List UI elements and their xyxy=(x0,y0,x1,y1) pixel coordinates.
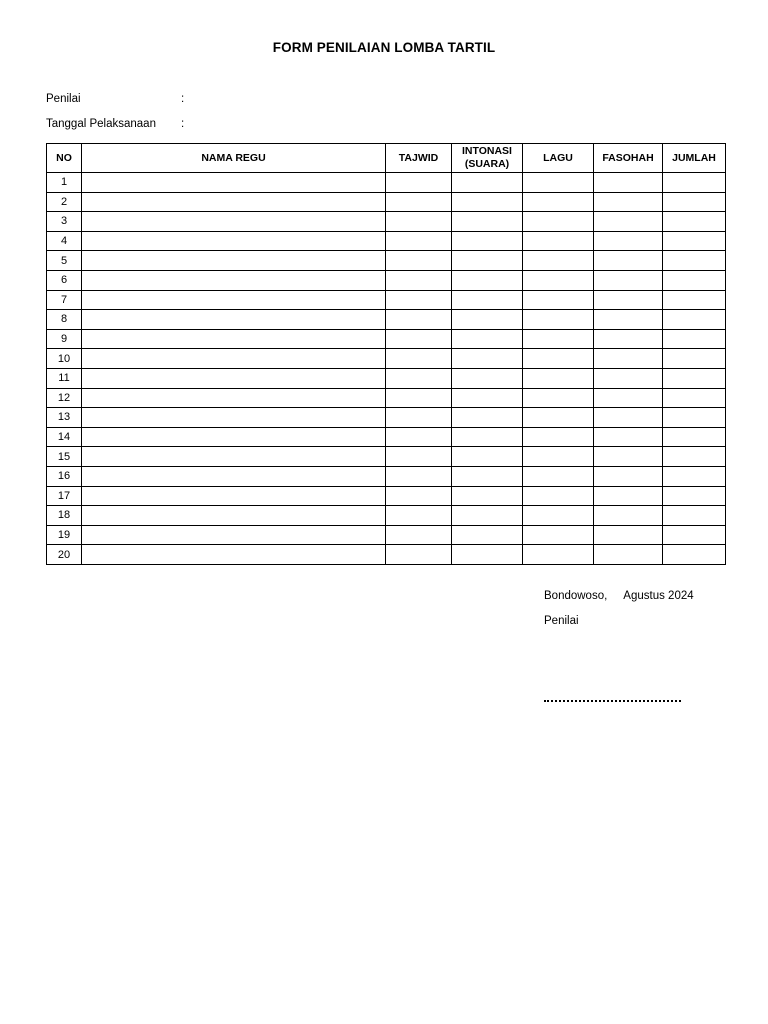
table-row xyxy=(47,388,726,408)
table-row xyxy=(47,427,726,447)
cell-lagu[interactable] xyxy=(523,270,594,290)
cell-tajwid[interactable] xyxy=(386,251,452,271)
cell-tajwid[interactable] xyxy=(386,329,452,349)
cell-nama-regu[interactable] xyxy=(82,368,386,388)
cell-fasohah[interactable] xyxy=(594,310,663,330)
table-row xyxy=(47,329,726,349)
row-number: 19 xyxy=(47,525,82,545)
cell-nama-regu[interactable] xyxy=(82,447,386,467)
row-number: 10 xyxy=(47,349,82,369)
cell-intonasi[interactable] xyxy=(452,525,523,545)
cell-intonasi[interactable] xyxy=(452,251,523,271)
cell-tajwid[interactable] xyxy=(386,368,452,388)
row-number: 12 xyxy=(47,388,82,408)
cell-fasohah[interactable] xyxy=(594,447,663,467)
cell-tajwid[interactable] xyxy=(386,290,452,310)
cell-fasohah[interactable] xyxy=(594,545,663,565)
cell-lagu[interactable] xyxy=(523,290,594,310)
cell-nama-regu[interactable] xyxy=(82,231,386,251)
cell-jumlah[interactable] xyxy=(663,290,726,310)
cell-jumlah[interactable] xyxy=(663,192,726,212)
cell-jumlah[interactable] xyxy=(663,466,726,486)
table-row xyxy=(47,192,726,212)
cell-nama-regu[interactable] xyxy=(82,506,386,526)
cell-nama-regu[interactable] xyxy=(82,270,386,290)
cell-intonasi[interactable] xyxy=(452,486,523,506)
header-intonasi-line2: (SUARA) xyxy=(464,158,510,170)
cell-jumlah[interactable] xyxy=(663,525,726,545)
penilai-label: Penilai xyxy=(46,93,81,105)
cell-intonasi[interactable] xyxy=(452,290,523,310)
cell-fasohah[interactable] xyxy=(594,231,663,251)
cell-fasohah[interactable] xyxy=(594,270,663,290)
cell-tajwid[interactable] xyxy=(386,192,452,212)
cell-nama-regu[interactable] xyxy=(82,388,386,408)
row-number: 14 xyxy=(47,427,82,447)
cell-tajwid[interactable] xyxy=(386,231,452,251)
row-number: 11 xyxy=(47,368,82,388)
cell-tajwid[interactable] xyxy=(386,525,452,545)
cell-fasohah[interactable] xyxy=(594,506,663,526)
signature-date: Agustus 2024 xyxy=(623,590,694,602)
cell-fasohah[interactable] xyxy=(594,408,663,428)
header-tajwid: TAJWID xyxy=(386,144,452,173)
row-number: 3 xyxy=(47,212,82,232)
cell-jumlah[interactable] xyxy=(663,212,726,232)
cell-fasohah[interactable] xyxy=(594,290,663,310)
cell-tajwid[interactable] xyxy=(386,212,452,232)
row-number: 2 xyxy=(47,192,82,212)
tanggal-pelaksanaan-separator: : xyxy=(181,118,185,130)
cell-jumlah[interactable] xyxy=(663,251,726,271)
cell-intonasi[interactable] xyxy=(452,427,523,447)
cell-nama-regu[interactable] xyxy=(82,427,386,447)
row-number: 20 xyxy=(47,545,82,565)
cell-intonasi[interactable] xyxy=(452,270,523,290)
row-number: 18 xyxy=(47,506,82,526)
row-number: 17 xyxy=(47,486,82,506)
table-row xyxy=(47,231,726,251)
table-row xyxy=(47,466,726,486)
penilai-separator: : xyxy=(181,93,185,105)
cell-intonasi[interactable] xyxy=(452,212,523,232)
table-row xyxy=(47,251,726,271)
cell-lagu[interactable] xyxy=(523,251,594,271)
table-row xyxy=(47,486,726,506)
cell-fasohah[interactable] xyxy=(594,525,663,545)
cell-intonasi[interactable] xyxy=(452,506,523,526)
cell-lagu[interactable] xyxy=(523,192,594,212)
table-row xyxy=(47,545,726,565)
cell-jumlah[interactable] xyxy=(663,231,726,251)
cell-fasohah[interactable] xyxy=(594,192,663,212)
cell-nama-regu[interactable] xyxy=(82,545,386,565)
table-row xyxy=(47,173,726,193)
cell-fasohah[interactable] xyxy=(594,388,663,408)
cell-lagu[interactable] xyxy=(523,486,594,506)
cell-tajwid[interactable] xyxy=(386,466,452,486)
cell-nama-regu[interactable] xyxy=(82,212,386,232)
signature-role: Penilai xyxy=(544,615,579,627)
cell-nama-regu[interactable] xyxy=(82,251,386,271)
cell-intonasi[interactable] xyxy=(452,545,523,565)
signature-line xyxy=(544,700,681,702)
cell-fasohah[interactable] xyxy=(594,349,663,369)
penilai-field xyxy=(46,93,184,105)
table-row xyxy=(47,290,726,310)
header-lagu: LAGU xyxy=(523,144,594,173)
cell-fasohah[interactable] xyxy=(594,486,663,506)
cell-lagu[interactable] xyxy=(523,231,594,251)
cell-jumlah[interactable] xyxy=(663,388,726,408)
cell-tajwid[interactable] xyxy=(386,486,452,506)
row-number: 9 xyxy=(47,329,82,349)
cell-lagu[interactable] xyxy=(523,368,594,388)
header-fasohah: FASOHAH xyxy=(594,144,663,173)
cell-jumlah[interactable] xyxy=(663,349,726,369)
cell-intonasi[interactable] xyxy=(452,192,523,212)
row-number: 6 xyxy=(47,270,82,290)
header-intonasi xyxy=(452,144,523,173)
cell-tajwid[interactable] xyxy=(386,408,452,428)
cell-lagu[interactable] xyxy=(523,427,594,447)
cell-tajwid[interactable] xyxy=(386,349,452,369)
cell-tajwid[interactable] xyxy=(386,173,452,193)
cell-tajwid[interactable] xyxy=(386,427,452,447)
cell-tajwid[interactable] xyxy=(386,506,452,526)
tanggal-pelaksanaan-label: Tanggal Pelaksanaan xyxy=(46,118,156,130)
cell-intonasi[interactable] xyxy=(452,310,523,330)
cell-lagu[interactable] xyxy=(523,525,594,545)
cell-intonasi[interactable] xyxy=(452,329,523,349)
cell-jumlah[interactable] xyxy=(663,310,726,330)
table-row xyxy=(47,368,726,388)
cell-jumlah[interactable] xyxy=(663,173,726,193)
scoring-table xyxy=(46,143,726,565)
cell-fasohah[interactable] xyxy=(594,329,663,349)
row-number: 16 xyxy=(47,466,82,486)
table-row xyxy=(47,447,726,467)
cell-lagu[interactable] xyxy=(523,545,594,565)
cell-nama-regu[interactable] xyxy=(82,408,386,428)
cell-intonasi[interactable] xyxy=(452,466,523,486)
cell-jumlah[interactable] xyxy=(663,329,726,349)
cell-lagu[interactable] xyxy=(523,388,594,408)
cell-jumlah[interactable] xyxy=(663,506,726,526)
table-row xyxy=(47,408,726,428)
row-number: 4 xyxy=(47,231,82,251)
cell-intonasi[interactable] xyxy=(452,173,523,193)
signature-place-date xyxy=(544,590,694,602)
cell-intonasi[interactable] xyxy=(452,408,523,428)
table-row xyxy=(47,212,726,232)
cell-tajwid[interactable] xyxy=(386,388,452,408)
cell-jumlah[interactable] xyxy=(663,486,726,506)
row-number: 1 xyxy=(47,173,82,193)
cell-nama-regu[interactable] xyxy=(82,290,386,310)
cell-tajwid[interactable] xyxy=(386,447,452,467)
cell-fasohah[interactable] xyxy=(594,427,663,447)
cell-fasohah[interactable] xyxy=(594,212,663,232)
header-jumlah: JUMLAH xyxy=(663,144,726,173)
cell-intonasi[interactable] xyxy=(452,447,523,467)
cell-tajwid[interactable] xyxy=(386,310,452,330)
cell-fasohah[interactable] xyxy=(594,251,663,271)
cell-jumlah[interactable] xyxy=(663,427,726,447)
cell-tajwid[interactable] xyxy=(386,270,452,290)
row-number: 13 xyxy=(47,408,82,428)
header-no: NO xyxy=(47,144,82,173)
cell-lagu[interactable] xyxy=(523,408,594,428)
cell-lagu[interactable] xyxy=(523,349,594,369)
cell-lagu[interactable] xyxy=(523,447,594,467)
cell-nama-regu[interactable] xyxy=(82,349,386,369)
cell-nama-regu[interactable] xyxy=(82,310,386,330)
cell-intonasi[interactable] xyxy=(452,388,523,408)
cell-lagu[interactable] xyxy=(523,310,594,330)
cell-lagu[interactable] xyxy=(523,212,594,232)
cell-nama-regu[interactable] xyxy=(82,486,386,506)
cell-fasohah[interactable] xyxy=(594,466,663,486)
table-row xyxy=(47,310,726,330)
cell-nama-regu[interactable] xyxy=(82,192,386,212)
cell-fasohah[interactable] xyxy=(594,368,663,388)
table-row xyxy=(47,525,726,545)
cell-jumlah[interactable] xyxy=(663,408,726,428)
cell-lagu[interactable] xyxy=(523,466,594,486)
cell-lagu[interactable] xyxy=(523,506,594,526)
cell-jumlah[interactable] xyxy=(663,368,726,388)
cell-intonasi[interactable] xyxy=(452,231,523,251)
cell-lagu[interactable] xyxy=(523,329,594,349)
cell-nama-regu[interactable] xyxy=(82,525,386,545)
row-number: 5 xyxy=(47,251,82,271)
cell-lagu[interactable] xyxy=(523,173,594,193)
form-title: FORM PENILAIAN LOMBA TARTIL xyxy=(272,40,496,55)
tanggal-pelaksanaan-field xyxy=(46,118,184,130)
cell-nama-regu[interactable] xyxy=(82,173,386,193)
cell-nama-regu[interactable] xyxy=(82,466,386,486)
header-nama-regu: NAMA REGU xyxy=(82,144,386,173)
cell-intonasi[interactable] xyxy=(452,349,523,369)
cell-fasohah[interactable] xyxy=(594,173,663,193)
table-body xyxy=(47,173,726,565)
table-row xyxy=(47,349,726,369)
row-number: 8 xyxy=(47,310,82,330)
cell-tajwid[interactable] xyxy=(386,545,452,565)
cell-jumlah[interactable] xyxy=(663,545,726,565)
table-row xyxy=(47,270,726,290)
cell-nama-regu[interactable] xyxy=(82,329,386,349)
cell-jumlah[interactable] xyxy=(663,270,726,290)
table-row xyxy=(47,506,726,526)
cell-jumlah[interactable] xyxy=(663,447,726,467)
row-number: 7 xyxy=(47,290,82,310)
cell-intonasi[interactable] xyxy=(452,368,523,388)
header-intonasi-line1: INTONASI xyxy=(462,145,512,157)
row-number: 15 xyxy=(47,447,82,467)
signature-place: Bondowoso, xyxy=(544,590,608,602)
table-header-row xyxy=(47,144,726,173)
